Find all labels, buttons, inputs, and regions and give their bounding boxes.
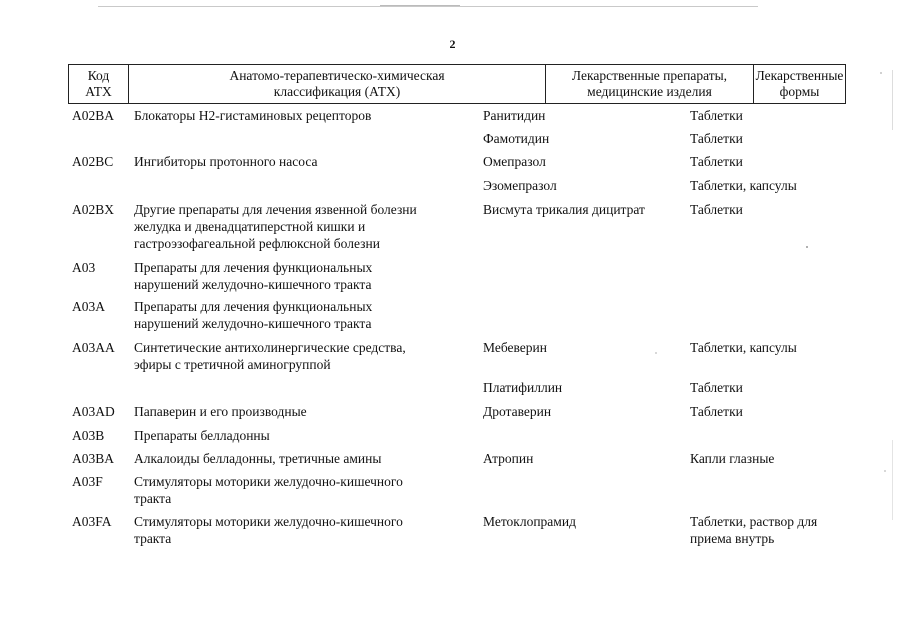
classification-cell: Препараты белладонны xyxy=(134,428,270,443)
header-code: Код АТХ xyxy=(69,65,129,103)
scan-speck xyxy=(880,72,882,74)
scan-edge-mark xyxy=(892,440,893,520)
drug-cell: Атропин xyxy=(483,451,534,466)
scan-speck xyxy=(655,352,657,354)
code-cell: A03AD xyxy=(72,404,115,419)
code-cell: A03F xyxy=(72,474,103,489)
classification-cell: Алкалоиды белладонны, третичные амины xyxy=(134,451,382,466)
header-drugs: Лекарственные препараты, медицинские изделия xyxy=(546,65,754,103)
classification-cell: Блокаторы Н2-гистаминовых рецепторов xyxy=(134,108,372,123)
scan-speck xyxy=(806,246,808,248)
form-cell: Таблетки, раствор для приема внутрь xyxy=(690,514,818,546)
drug-cell: Ранитидин xyxy=(483,108,546,123)
classification-cell: Ингибиторы протонного насоса xyxy=(134,154,318,169)
code-cell: A03 xyxy=(72,260,96,275)
table-header xyxy=(68,64,846,104)
form-cell: Таблетки xyxy=(690,380,743,395)
code-cell: A02BC xyxy=(72,154,114,169)
code-cell: A03AA xyxy=(72,340,115,355)
code-cell: A02BA xyxy=(72,108,115,123)
drug-cell: Платифиллин xyxy=(483,380,563,395)
drug-cell: Омепразол xyxy=(483,154,546,169)
classification-cell: Синтетические антихолинергические средства, эфиры с третичной аминогруппой xyxy=(134,340,406,372)
classification-cell: Стимуляторы моторики желудочно-кишечного тракта xyxy=(134,514,403,546)
form-cell: Капли глазные xyxy=(690,451,775,466)
header-forms: Лекарственные формы xyxy=(755,68,844,99)
form-cell: Таблетки, капсулы xyxy=(690,178,797,193)
scan-speck xyxy=(884,470,886,472)
form-cell: Таблетки xyxy=(690,154,743,169)
code-cell: A03A xyxy=(72,299,105,314)
code-cell: A02BX xyxy=(72,202,115,217)
classification-cell: Другие препараты для лечения язвенной болезни желудка и двенадцатиперстной кишки и гастроэзофагеальной рефлюксной болезни xyxy=(134,202,417,251)
code-cell: A03BA xyxy=(72,451,115,466)
scan-edge-mark xyxy=(892,70,893,130)
drug-cell: Фамотидин xyxy=(483,131,550,146)
classification-cell: Препараты для лечения функциональных нарушений желудочно-кишечного тракта xyxy=(134,260,373,292)
classification-cell: Препараты для лечения функциональных нарушений желудочно-кишечного тракта xyxy=(134,299,373,331)
code-cell: A03B xyxy=(72,428,105,443)
scan-artifact-line xyxy=(380,5,460,6)
drug-cell: Эзомепразол xyxy=(483,178,557,193)
code-cell: A03FA xyxy=(72,514,112,529)
drug-cell: Мебеверин xyxy=(483,340,547,355)
form-cell: Таблетки xyxy=(690,131,743,146)
drug-cell: Висмута трикалия дицитрат xyxy=(483,202,645,217)
form-cell: Таблетки xyxy=(690,404,743,419)
drug-cell: Метоклопрамид xyxy=(483,514,576,529)
form-cell: Таблетки xyxy=(690,202,743,217)
classification-cell: Папаверин и его производные xyxy=(134,404,307,419)
page-number: 2 xyxy=(449,37,456,51)
scan-artifact-line xyxy=(98,6,758,7)
form-cell: Таблетки xyxy=(690,108,743,123)
classification-cell: Стимуляторы моторики желудочно-кишечного тракта xyxy=(134,474,403,506)
header-classification: Анатомо-терапевтическо-химическая классификация (АТХ) xyxy=(129,65,546,103)
form-cell: Таблетки, капсулы xyxy=(690,340,797,355)
drug-cell: Дротаверин xyxy=(483,404,552,419)
